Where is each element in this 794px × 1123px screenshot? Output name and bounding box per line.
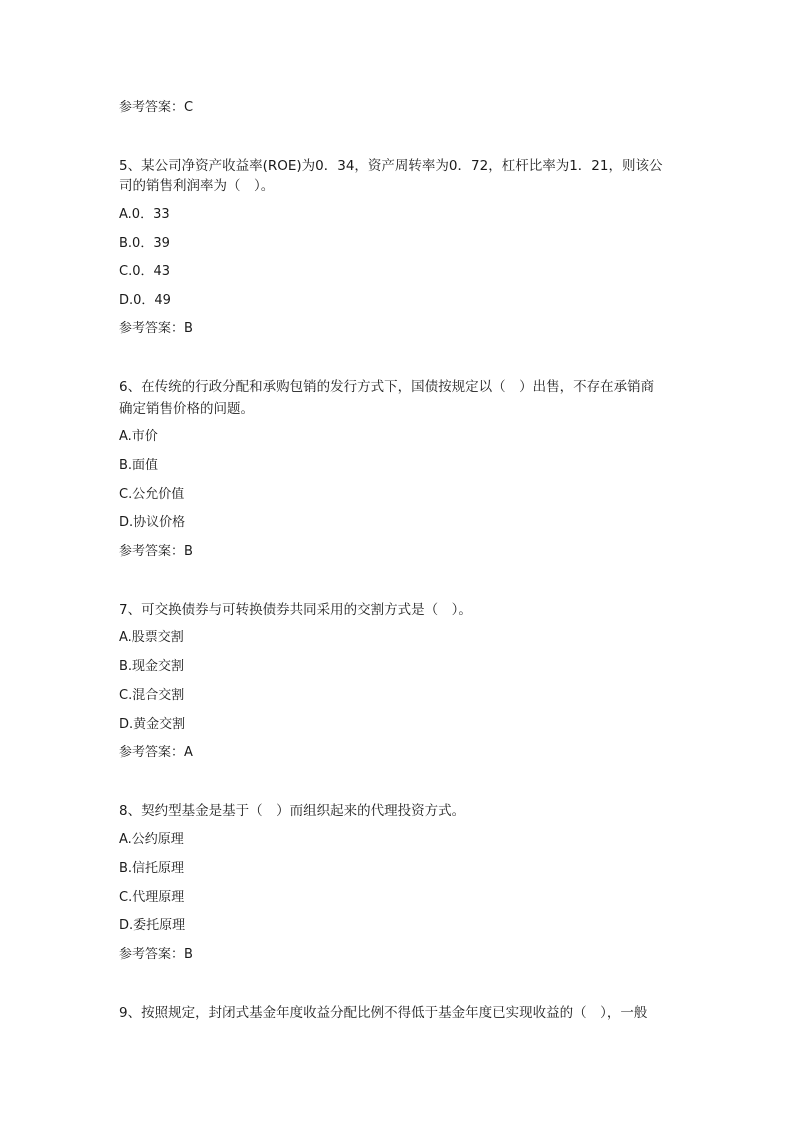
question-5-answer: 参考答案：B	[119, 321, 193, 336]
question-8-option-c: C.代理原理	[119, 890, 185, 905]
question-5-stem-line-2: 司的销售利润率为（ ）。	[119, 178, 275, 194]
question-5-stem-line-1: 5、某公司净资产收益率(ROE)为0．34，资产周转率为0．72，杠杆比率为1．21，则该公	[119, 158, 663, 174]
question-5-option-b: B.0．39	[119, 236, 170, 251]
question-6-option-c: C.公允价值	[119, 487, 185, 502]
question-8-stem-line-1: 8、契约型基金是基于（ ）而组织起来的代理投资方式。	[119, 803, 466, 819]
question-8-answer: 参考答案：B	[119, 947, 193, 962]
question-5-option-c: C.0．43	[119, 264, 171, 279]
question-6-option-d: D.协议价格	[119, 515, 186, 530]
question-9-stem-line-1: 9、按照规定，封闭式基金年度收益分配比例不得低于基金年度已实现收益的（ ），一般	[119, 1005, 648, 1021]
question-7-option-b: B.现金交割	[119, 659, 185, 674]
question-5-option-d: D.0．49	[119, 293, 171, 308]
question-7-option-a: A.股票交割	[119, 630, 184, 645]
question-8-option-b: B.信托原理	[119, 861, 185, 876]
question-6-option-b: B.面值	[119, 458, 159, 473]
question-6-stem-line-1: 6、在传统的行政分配和承购包销的发行方式下，国债按规定以（ ）出售，不存在承销商	[119, 379, 655, 395]
answer-line: 参考答案：C	[119, 100, 194, 115]
question-8-option-d: D.委托原理	[119, 918, 186, 933]
question-7-option-c: C.混合交割	[119, 688, 185, 703]
question-6-option-a: A.市价	[119, 429, 158, 444]
question-5-option-a: A.0．33	[119, 207, 170, 222]
question-7-stem-line-1: 7、可交换债券与可转换债券共同采用的交割方式是（ ）。	[119, 602, 472, 618]
question-6-stem-line-2: 确定销售价格的问题。	[119, 401, 254, 417]
question-7-option-d: D.黄金交割	[119, 717, 186, 732]
question-6-answer: 参考答案：B	[119, 544, 193, 559]
question-8-option-a: A.公约原理	[119, 832, 184, 847]
question-7-answer: 参考答案：A	[119, 745, 193, 760]
